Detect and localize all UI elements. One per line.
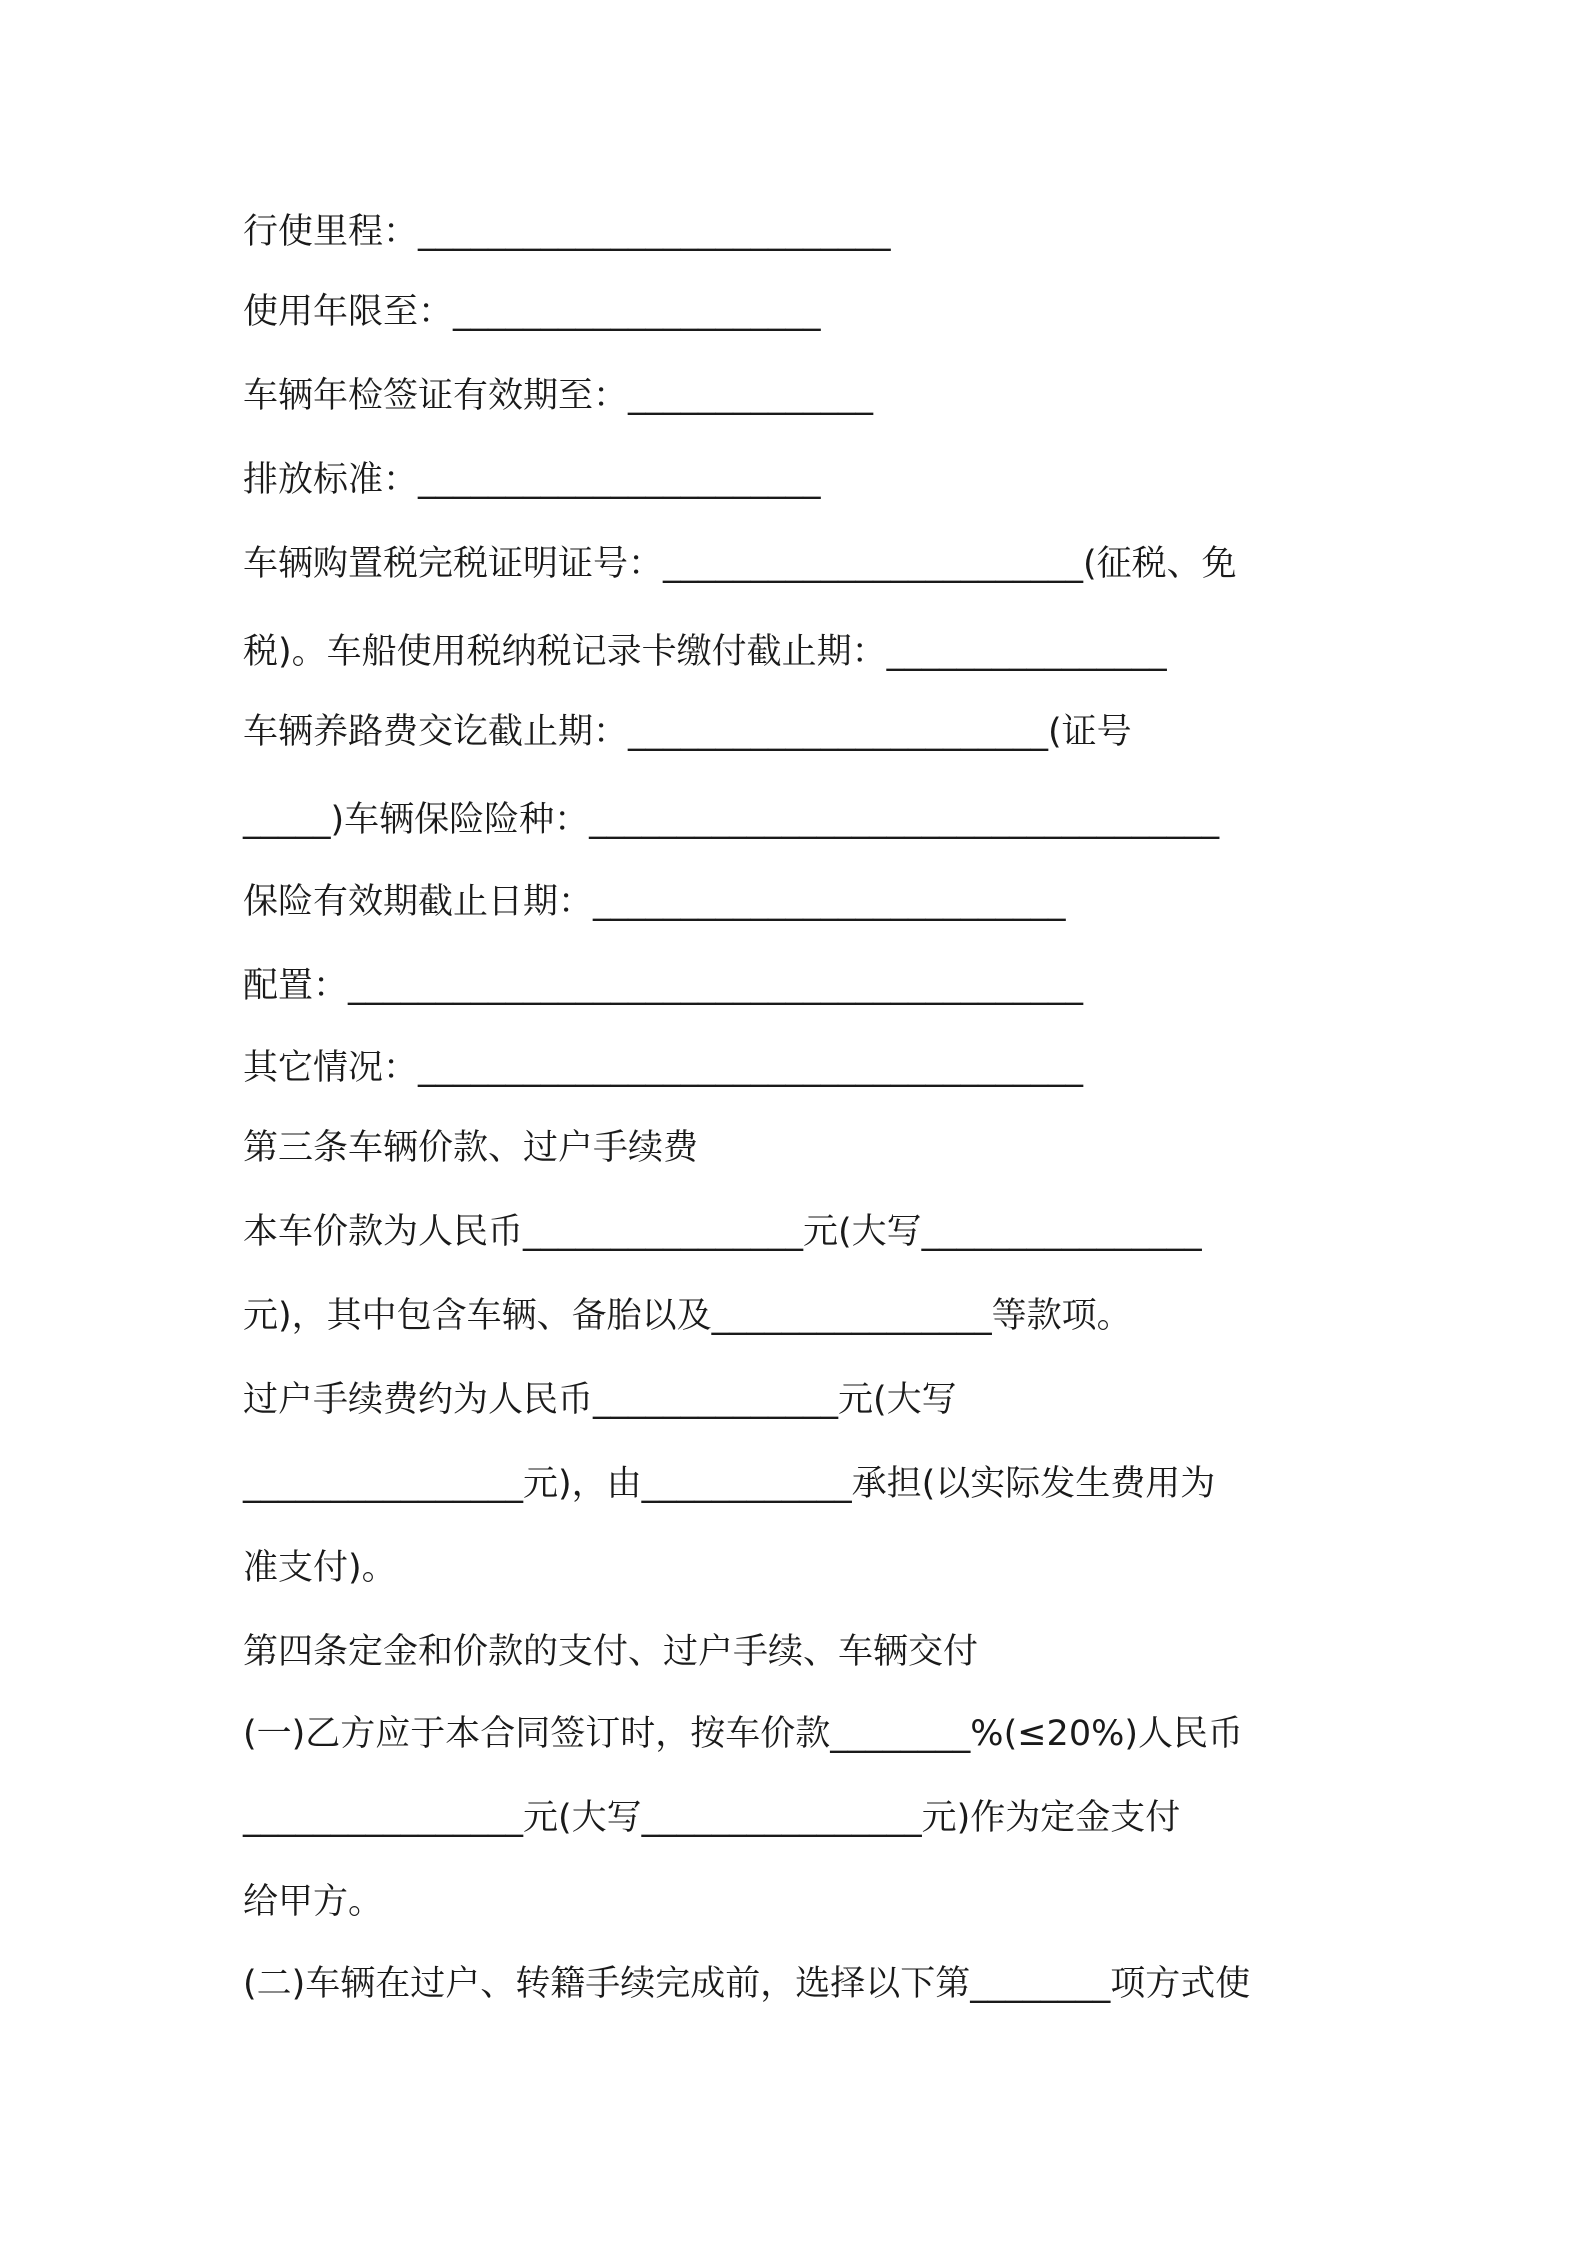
field-configuration: 配置：__________________________________________ xyxy=(243,966,1084,1006)
article-3-price-line-1: 本车价款为人民币________________元(大写________________ xyxy=(243,1212,1202,1252)
article-3-transfer-fee-line-3: 准支付)。 xyxy=(243,1548,397,1588)
field-vessel-tax-deadline: 税)。车船使用税纳税记录卡缴付截止期：________________ xyxy=(243,632,1167,672)
field-insurance-expiry: 保险有效期截止日期：___________________________ xyxy=(243,882,1066,922)
field-other-conditions: 其它情况：______________________________________ xyxy=(243,1048,1084,1088)
field-emission-standard: 排放标准：_______________________ xyxy=(243,460,821,500)
field-mileage: 行使里程：___________________________ xyxy=(243,212,891,252)
article-3-transfer-fee-line-1: 过户手续费约为人民币______________元(大写 xyxy=(243,1380,957,1420)
article-3-heading: 第三条车辆价款、过户手续费 xyxy=(243,1128,699,1168)
article-4-deposit-line-3: 给甲方。 xyxy=(243,1882,384,1922)
field-insurance-type: _____)车辆保险险种：____________________________________ xyxy=(243,800,1220,840)
article-3-transfer-fee-line-2: ________________元)，由____________承担(以实际发生费用为 xyxy=(243,1464,1216,1504)
field-purchase-tax-certificate: 车辆购置税完税证明证号：________________________(征税、免 xyxy=(243,544,1237,584)
article-4-deposit-line-1: (一)乙方应于本合同签订时，按车价款________%(≤20%)人民币 xyxy=(243,1714,1243,1754)
field-road-fee-deadline: 车辆养路费交讫截止期：________________________(证号 xyxy=(243,712,1132,752)
field-service-life: 使用年限至：_____________________ xyxy=(243,292,821,332)
field-annual-inspection: 车辆年检签证有效期至：______________ xyxy=(243,376,874,416)
article-4-heading: 第四条定金和价款的支付、过户手续、车辆交付 xyxy=(243,1632,979,1672)
article-4-usage-line-1: (二)车辆在过户、转籍手续完成前，选择以下第________项方式使 xyxy=(243,1964,1251,2004)
article-4-deposit-line-2: ________________元(大写________________元)作为定金支付 xyxy=(243,1798,1181,1838)
article-3-price-line-2: 元)，其中包含车辆、备胎以及________________等款项。 xyxy=(243,1296,1132,1336)
